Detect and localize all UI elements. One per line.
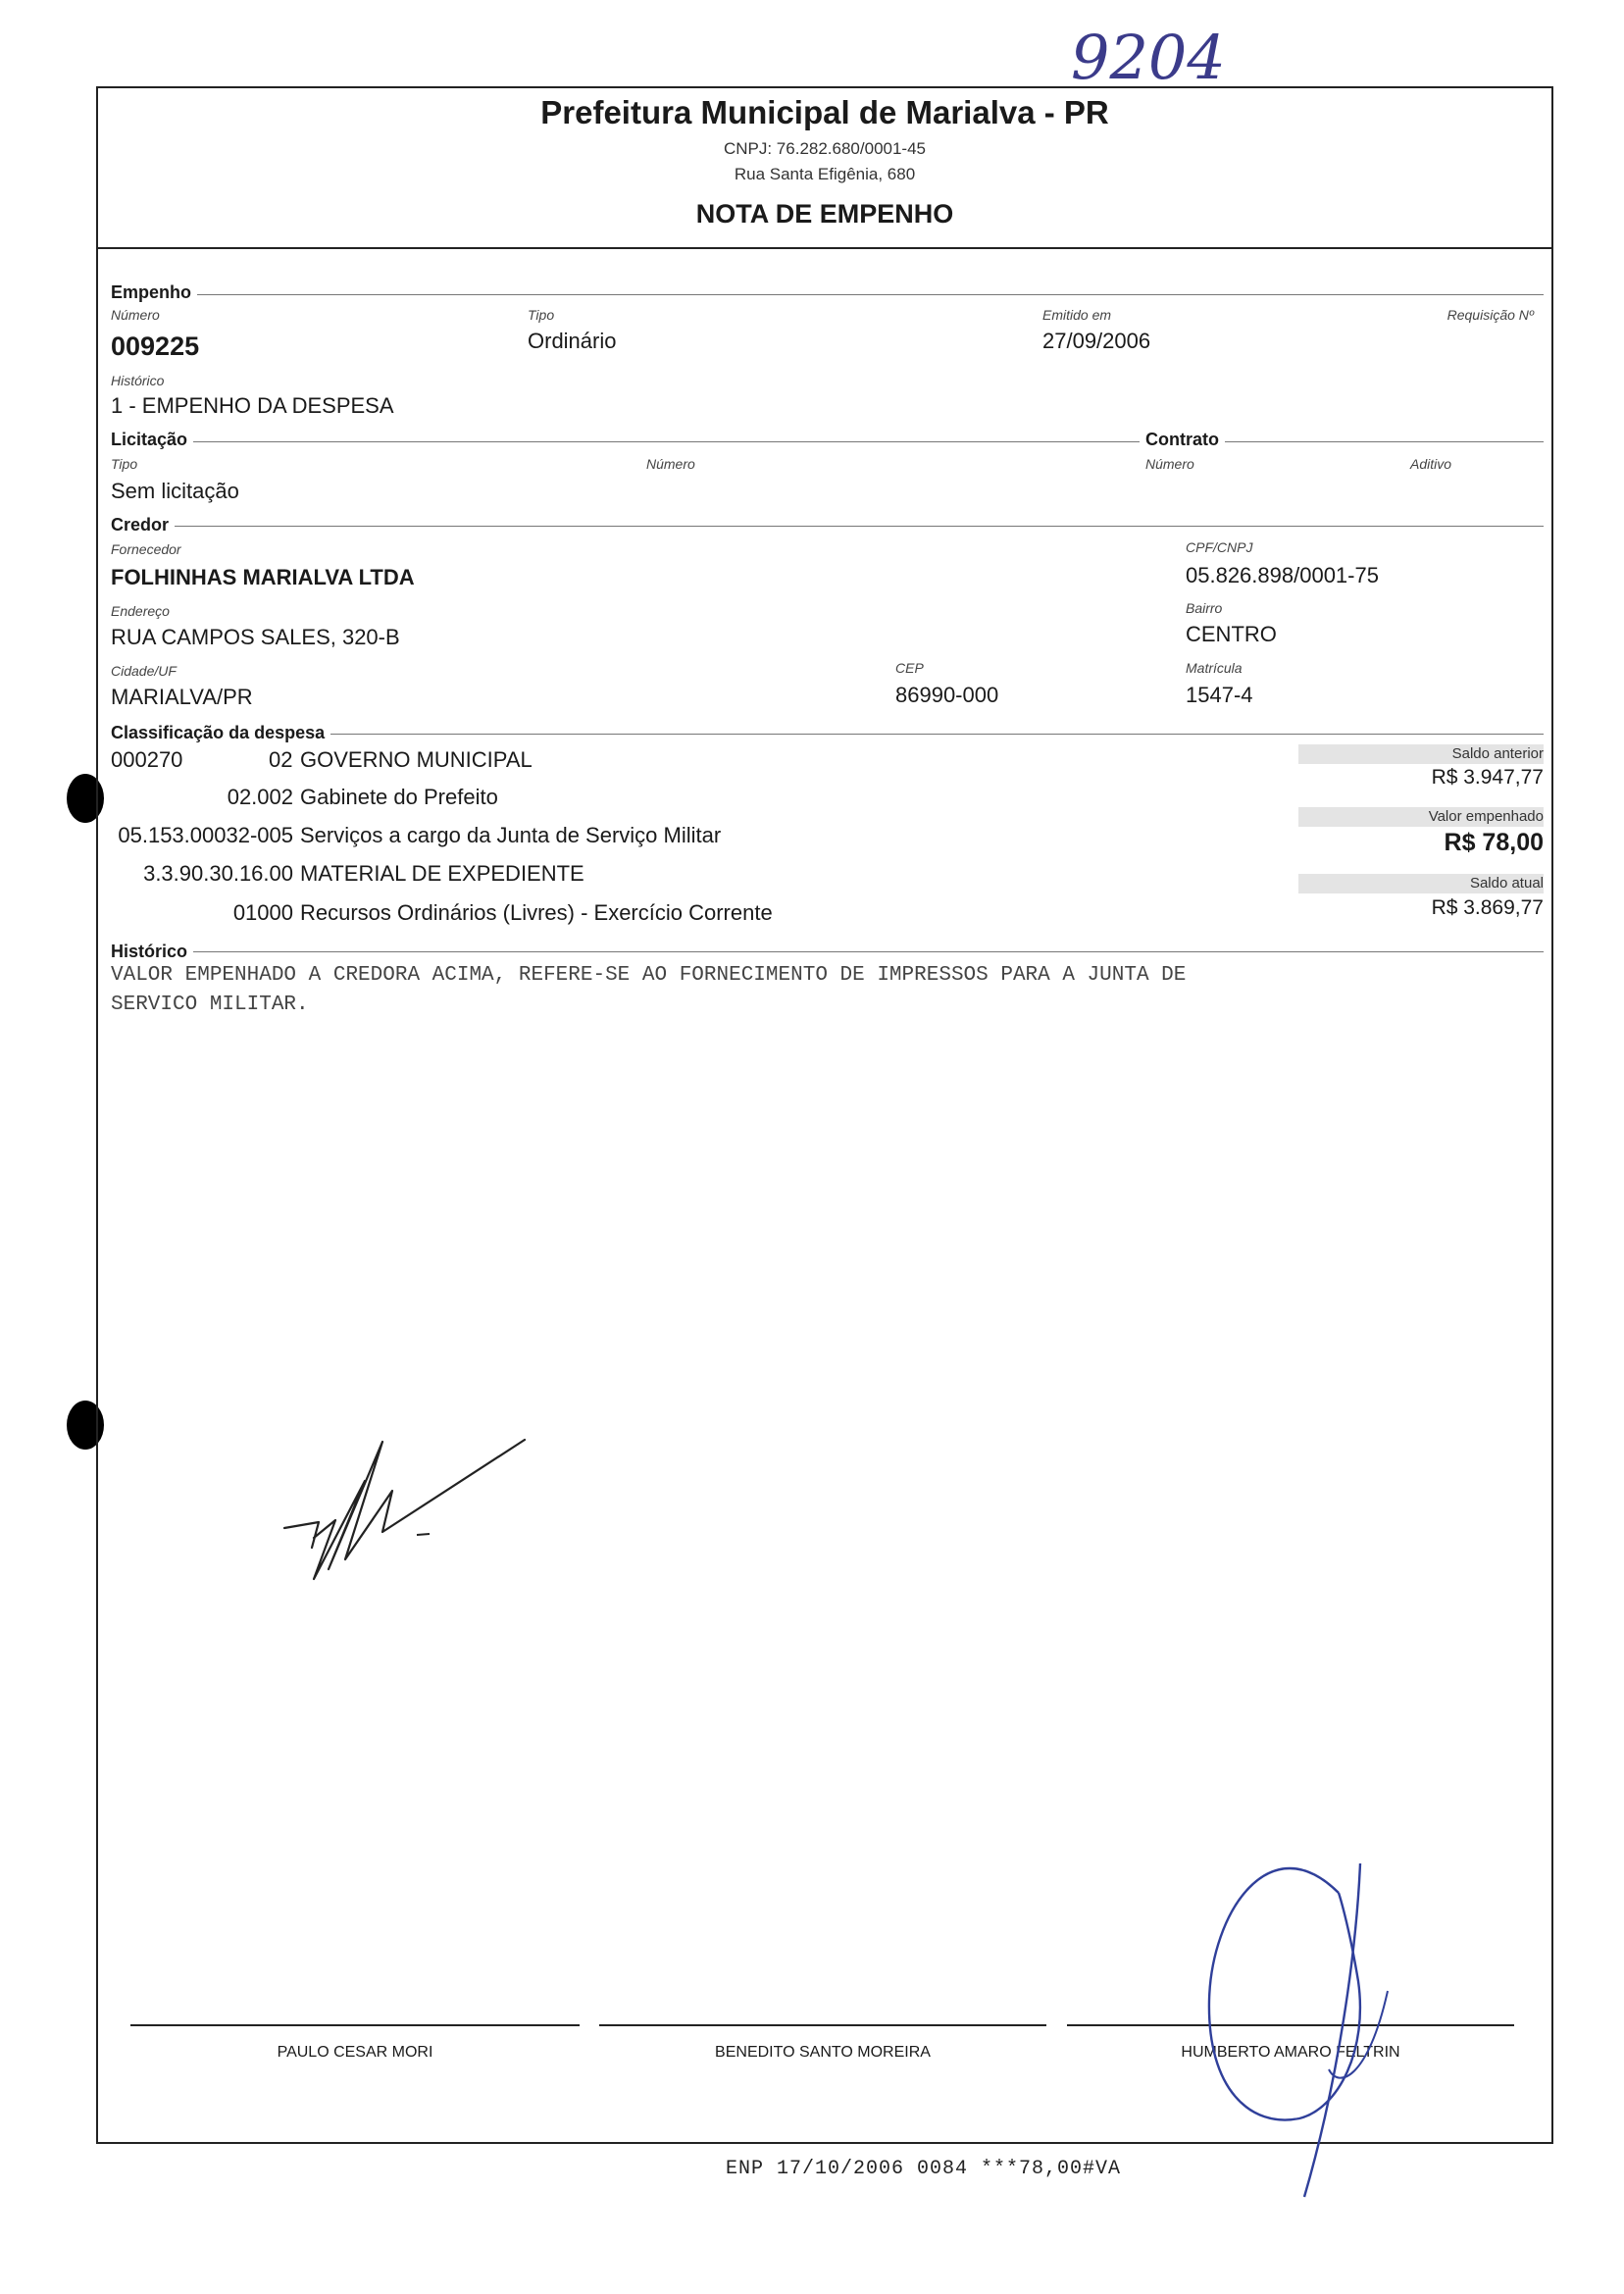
classificacao-row-1-sub: 02 xyxy=(269,747,293,772)
classificacao-row-2-desc: Gabinete do Prefeito xyxy=(300,785,498,809)
licitacao-tipo-label: Tipo xyxy=(111,456,138,472)
classificacao-row-1-desc: GOVERNO MUNICIPAL xyxy=(300,747,533,772)
classificacao-row-2-code: 02.002 xyxy=(227,785,293,809)
empenho-numero-label: Número xyxy=(111,307,160,323)
licitacao-rule xyxy=(111,441,1544,442)
credor-matricula-label: Matrícula xyxy=(1186,660,1243,676)
contrato-numero-label: Número xyxy=(1145,456,1194,472)
credor-matricula: 1547-4 xyxy=(1186,683,1253,707)
valor-empenhado-label: Valor empenhado xyxy=(1428,808,1544,825)
licitacao-tipo: Sem licitação xyxy=(111,479,239,503)
credor-bairro: CENTRO xyxy=(1186,622,1277,646)
classificacao-section-title: Classificação da despesa xyxy=(111,723,330,743)
valor-empenhado-value: R$ 78,00 xyxy=(1444,829,1544,856)
credor-cep: 86990-000 xyxy=(895,683,999,707)
signature-scribble-left xyxy=(275,1412,539,1599)
saldo-anterior-label: Saldo anterior xyxy=(1451,745,1544,762)
saldo-anterior-value: R$ 3.947,77 xyxy=(1431,766,1544,789)
signatory-3-name: HUMBERTO AMARO FELTRIN xyxy=(1181,2044,1400,2061)
contrato-section-title: Contrato xyxy=(1140,430,1225,450)
classificacao-row-5-desc: Recursos Ordinários (Livres) - Exercício Corrente xyxy=(300,900,773,925)
credor-cidade-label: Cidade/UF xyxy=(111,663,177,679)
credor-cidade: MARIALVA/PR xyxy=(111,685,253,709)
credor-section-title: Credor xyxy=(111,515,175,535)
empenho-emitido-date: 27/09/2006 xyxy=(1042,329,1151,353)
municipality-title: Prefeitura Municipal de Marialva - PR xyxy=(540,94,1109,130)
requisicao-label: Requisição Nº xyxy=(1446,307,1534,323)
empenho-historico-label: Histórico xyxy=(111,373,165,388)
classificacao-row-3-desc: Serviços a cargo da Junta de Serviço Militar xyxy=(300,823,722,847)
signatory-1-name: PAULO CESAR MORI xyxy=(277,2044,433,2061)
signatory-2-name: BENEDITO SANTO MOREIRA xyxy=(715,2044,931,2061)
empenho-rule xyxy=(111,294,1544,295)
classificacao-row-4-code: 3.3.90.30.16.00 xyxy=(143,861,293,886)
document-title: NOTA DE EMPENHO xyxy=(695,199,954,229)
contrato-aditivo-label: Aditivo xyxy=(1410,456,1452,472)
classificacao-row-1-code: 000270 xyxy=(111,747,183,772)
classificacao-row-4-desc: MATERIAL DE EXPEDIENTE xyxy=(300,861,584,886)
header-divider xyxy=(96,247,1553,249)
empenho-emitido-label: Emitido em xyxy=(1042,307,1112,323)
classificacao-row-3-code: 05.153.00032-005 xyxy=(118,823,293,847)
credor-endereco: RUA CAMPOS SALES, 320-B xyxy=(111,625,400,649)
classificacao-row-5-code: 01000 xyxy=(232,900,293,925)
empenho-section-title: Empenho xyxy=(111,282,197,303)
mechanical-stamp: ENP 17/10/2006 0084 ***78,00#VA xyxy=(726,2158,1122,2180)
handwritten-page-number: 9204 xyxy=(1071,22,1226,93)
historico-text: VALOR EMPENHADO A CREDORA ACIMA, REFERE-SE AO FORNECIMENTO DE IMPRESSOS PARA A JUNTA DE SERVICO MILITAR. xyxy=(111,964,1187,1016)
saldo-atual-label: Saldo atual xyxy=(1469,875,1544,892)
saldo-atual-value: R$ 3.869,77 xyxy=(1431,896,1544,919)
historico-section-title: Histórico xyxy=(111,942,193,962)
signature-line-1 xyxy=(130,2024,580,2026)
empenho-tipo: Ordinário xyxy=(528,329,617,353)
signature-line-2 xyxy=(599,2024,1046,2026)
signature-scribble-right xyxy=(1192,1834,1427,2207)
credor-endereco-label: Endereço xyxy=(111,603,170,619)
credor-cpf: 05.826.898/0001-75 xyxy=(1186,563,1379,587)
historico-rule xyxy=(111,951,1544,952)
municipality-address: Rua Santa Efigênia, 680 xyxy=(734,165,916,183)
empenho-numero: 009225 xyxy=(111,331,200,361)
credor-fornecedor: FOLHINHAS MARIALVA LTDA xyxy=(111,565,415,589)
empenho-tipo-label: Tipo xyxy=(528,307,555,323)
credor-cep-label: CEP xyxy=(895,660,924,676)
empenho-historico: 1 - EMPENHO DA DESPESA xyxy=(111,393,394,418)
municipality-cnpj: CNPJ: 76.282.680/0001-45 xyxy=(723,139,927,158)
licitacao-section-title: Licitação xyxy=(111,430,193,450)
credor-bairro-label: Bairro xyxy=(1186,600,1223,616)
credor-cpf-label: CPF/CNPJ xyxy=(1186,539,1253,555)
credor-rule xyxy=(111,526,1544,527)
licitacao-numero-label: Número xyxy=(646,456,695,472)
credor-fornecedor-label: Fornecedor xyxy=(111,541,181,557)
